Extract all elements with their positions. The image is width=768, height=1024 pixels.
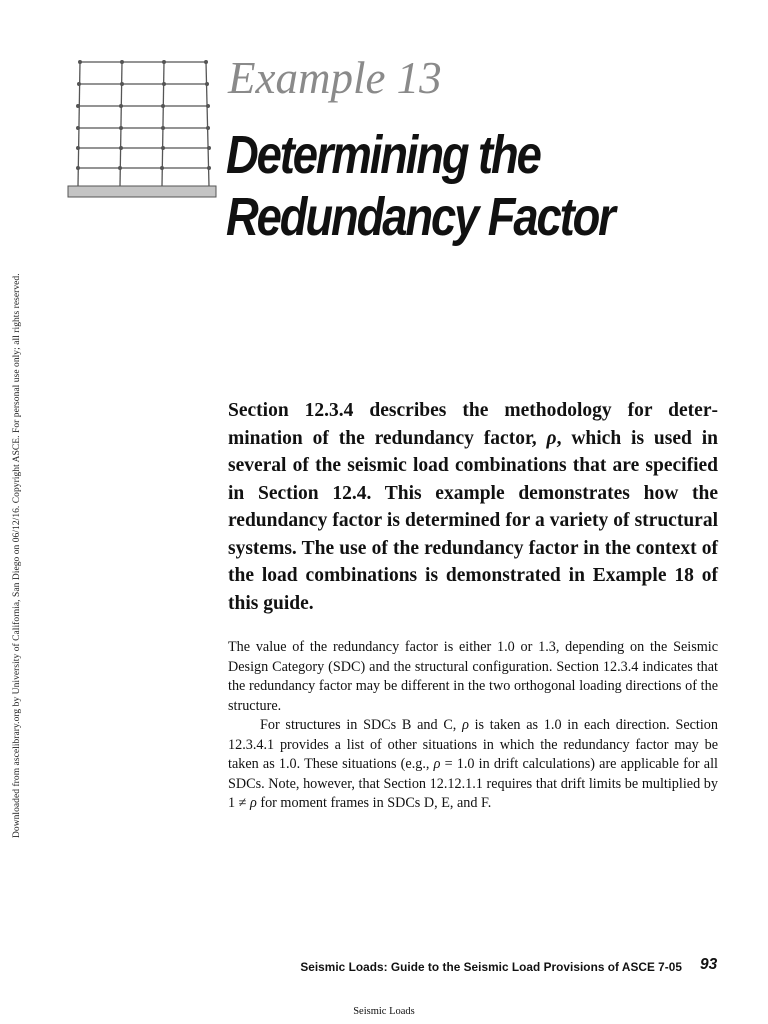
example-number-label: Example 13 bbox=[228, 53, 442, 103]
body-paragraph-2 bbox=[228, 716, 718, 814]
p2-text-c: = 1.0 in drift calculations) are applicable for all SDCs. Note, however, that Section 12.12.1.1 requires that drift limits be multiplied by 1 ≠ bbox=[228, 756, 718, 811]
rho-symbol: ρ bbox=[249, 795, 257, 811]
rho-symbol: ρ bbox=[462, 717, 469, 733]
p2-text-d: for moment frames in SDCs D, E, and F. bbox=[256, 795, 492, 811]
p2-text-b: is taken as 1.0 in each direction. Section 12.3.4.1 provides a list of other situations in which the redundancy factor may be taken as 1.0. These situations (e.g., bbox=[228, 717, 718, 772]
rho-symbol: ρ bbox=[546, 427, 557, 449]
title-line-2: Redundancy Factor bbox=[226, 187, 614, 247]
copyright-sidebar-note: Downloaded from ascelibrary.org by University of California, San Diego on 06/12/16. Copyright ASCE. For personal use only; all rights reserved. bbox=[12, 273, 22, 838]
body-paragraph-1: The value of the redundancy factor is either 1.0 or 1.3, depending on the Seismic Design Category (SDC) and the structural configuration. Section 12.3.4 indicates that the redundancy factor may be different in the two orthogonal loading directions of the structure. bbox=[228, 639, 718, 714]
p2-text-a: For structures in SDCs B and C, bbox=[260, 717, 463, 733]
bottom-footer-text: Seismic Loads bbox=[353, 1006, 415, 1017]
rho-symbol: ρ bbox=[433, 756, 441, 772]
intro-paragraph bbox=[228, 397, 718, 617]
building-frame-icon bbox=[66, 58, 218, 200]
body-text bbox=[228, 638, 718, 814]
intro-text-part-1: Section 12.3.4 describes the methodology for determination of the redundancy factor, bbox=[228, 400, 718, 449]
intro-text-part-2: , which is used in several of the seismic load combinations that are specified in Section 12.4. This example demonstrates how the redundancy factor is determined for a variety of structural systems. The use of the redundancy factor in the context of the load combinations is demonstrated in Example 18 of this guide. bbox=[228, 427, 718, 614]
page-title bbox=[226, 124, 614, 248]
page-number: 93 bbox=[700, 956, 718, 973]
title-line-1: Determining the bbox=[226, 125, 540, 185]
running-footer-title: Seismic Loads: Guide to the Seismic Load Provisions of ASCE 7-05 bbox=[300, 960, 682, 974]
